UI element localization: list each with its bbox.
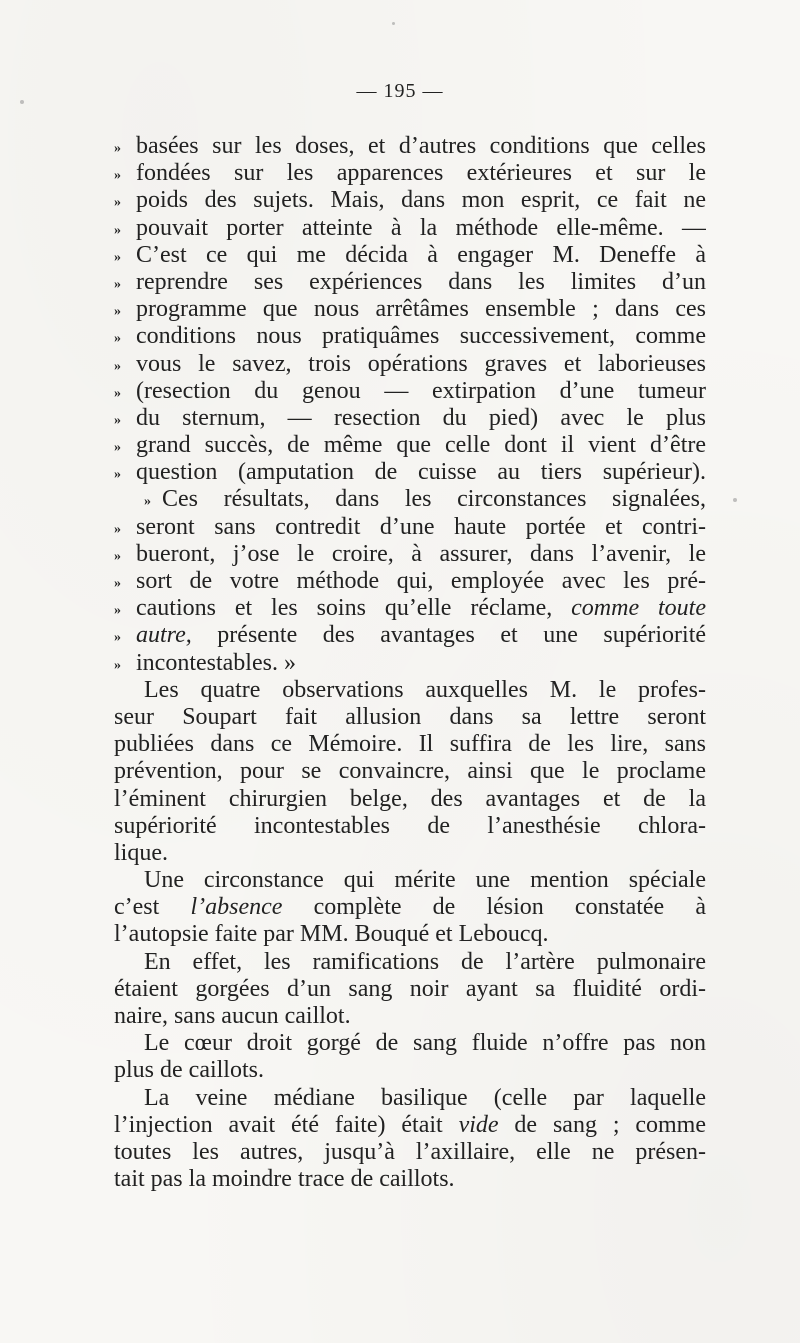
text-line — [114, 187, 706, 214]
quote-mark: » — [114, 249, 121, 265]
text-line — [114, 650, 706, 677]
line-text: cautions et les soins qu’elle réclame, comme toute — [136, 595, 706, 622]
quote-mark: » — [114, 576, 121, 591]
text-line — [114, 351, 706, 378]
quote-mark: » — [114, 331, 121, 347]
italic-text: vide — [458, 1111, 499, 1138]
line-text: Une circonstance qui mérite une mention spéciale — [144, 867, 706, 894]
line-text: Le cœur droit gorgé de sang fluide n’offre pas non — [144, 1030, 706, 1057]
text-line — [114, 840, 706, 867]
quote-mark: » — [114, 467, 121, 483]
text-line — [114, 894, 706, 921]
text-line — [114, 405, 706, 432]
text-line — [114, 1139, 706, 1166]
text-line — [114, 1057, 706, 1084]
line-text: tait pas la moindre trace de caillots. — [114, 1166, 455, 1193]
quote-mark: » — [114, 412, 121, 428]
line-text: reprendre ses expériences dans les limites d’un — [136, 268, 706, 295]
text-line — [114, 486, 706, 513]
line-text: autre, présente des avantages et une supériorité — [136, 622, 706, 649]
quote-mark: » — [114, 222, 121, 238]
text-line — [114, 133, 706, 160]
line-text: l’injection avait été faite) était vide de sang ; comme — [114, 1111, 706, 1138]
text-line — [114, 704, 706, 731]
line-text: incontestables. » — [136, 649, 296, 676]
italic-text: l’absence — [190, 894, 283, 921]
quote-mark: » — [114, 521, 121, 537]
line-text: En effet, les ramifications de l’artère pulmonaire — [144, 948, 706, 975]
line-text: poids des sujets. Mais, dans mon esprit, ce fait ne — [136, 187, 706, 214]
text-line — [114, 677, 706, 704]
quote-mark: » — [114, 603, 121, 619]
text-line — [114, 731, 706, 758]
line-text: c’est l’absence complète de lésion constatée à — [114, 894, 706, 921]
line-text: pouvait porter atteinte à la méthode elle-même. — — [136, 214, 706, 241]
text-line — [114, 867, 706, 894]
line-text: vous le savez, trois opérations graves et laborieuses — [136, 350, 706, 377]
line-text: prévention, pour se convaincre, ainsi que le proclame — [114, 758, 706, 785]
quote-mark: » — [114, 276, 121, 292]
text-line — [114, 323, 706, 350]
text-line — [114, 160, 706, 187]
line-text: étaient gorgées d’un sang noir ayant sa fluidité ordi- — [114, 975, 706, 1002]
line-text: La veine médiane basilique (celle par laquelle — [144, 1084, 706, 1111]
italic-text: comme toute — [571, 595, 706, 622]
quote-mark: » — [114, 195, 121, 211]
text-line — [114, 976, 706, 1003]
text-line — [114, 568, 706, 595]
print-speck — [733, 498, 737, 502]
line-text: C’est ce qui me décida à engager M. Deneffe à — [136, 241, 706, 268]
line-text: Ces résultats, dans les circonstances signalées, — [162, 486, 706, 513]
quote-mark: » — [114, 385, 121, 401]
line-text: fondées sur les apparences extérieures et sur le — [136, 160, 706, 187]
quote-mark: » — [114, 657, 121, 673]
line-text: (resection du genou — extirpation d’une tumeur — [136, 377, 706, 404]
line-text: grand succès, de même que celle dont il vient d’être — [136, 432, 706, 459]
text-line — [114, 1003, 706, 1030]
print-speck — [20, 100, 24, 104]
text-line — [114, 1166, 706, 1193]
line-text: sort de votre méthode qui, employée avec les pré- — [136, 568, 706, 594]
text-line — [114, 296, 706, 323]
text-line — [114, 622, 706, 649]
text-line — [114, 786, 706, 813]
text-line — [114, 1030, 706, 1057]
line-text: seront sans contredit d’une haute portée et contri- — [136, 513, 706, 540]
text-line — [114, 1085, 706, 1112]
text-line — [114, 242, 706, 269]
line-text: seur Soupart fait allusion dans sa lettre seront — [114, 703, 706, 730]
line-text: bueront, j’ose le croire, à assurer, dans l’avenir, le — [136, 540, 706, 567]
line-text: basées sur les doses, et d’autres conditions que celles — [136, 133, 706, 159]
line-text: toutes les autres, jusqu’à l’axillaire, elle ne présen- — [114, 1138, 706, 1165]
line-text: programme que nous arrêtâmes ensemble ; dans ces — [136, 296, 706, 323]
text-line — [114, 1112, 706, 1139]
line-text: du sternum, — resection du pied) avec le plus — [136, 404, 706, 431]
quote-mark: » — [114, 168, 121, 184]
line-text: plus de caillots. — [114, 1057, 264, 1084]
text-line — [114, 459, 706, 486]
body-text — [114, 133, 706, 1193]
quote-mark: » — [144, 494, 151, 510]
line-text: l’autopsie faite par MM. Bouqué et Leboucq. — [114, 921, 549, 948]
quote-mark: » — [114, 358, 121, 374]
line-text: supériorité incontestables de l’anesthésie chlora- — [114, 812, 706, 839]
line-text: l’éminent chirurgien belge, des avantages et de la — [114, 785, 706, 812]
italic-text: autre, — [136, 622, 192, 649]
line-text: conditions nous pratiquâmes successivement, comme — [136, 323, 706, 350]
quote-mark: » — [114, 440, 121, 456]
text-line — [114, 758, 706, 785]
text-line — [114, 432, 706, 459]
print-speck — [392, 22, 395, 25]
quote-mark: » — [114, 548, 121, 564]
text-line — [114, 921, 706, 948]
text-line — [114, 541, 706, 568]
quote-mark: » — [114, 141, 121, 156]
quote-mark: » — [114, 630, 121, 646]
text-line — [114, 949, 706, 976]
text-line — [114, 813, 706, 840]
text-line — [114, 514, 706, 541]
page-number: — 195 — — [356, 80, 444, 102]
line-text: question (amputation de cuisse au tiers supérieur). — [136, 459, 706, 486]
text-line — [114, 378, 706, 405]
line-text: lique. — [114, 839, 168, 866]
line-text: Les quatre observations auxquelles M. le profes- — [144, 676, 706, 703]
text-line — [114, 595, 706, 622]
text-line — [114, 269, 706, 296]
quote-mark: » — [114, 304, 121, 320]
text-line — [114, 215, 706, 242]
line-text: publiées dans ce Mémoire. Il suffira de les lire, sans — [114, 731, 706, 758]
line-text: naire, sans aucun caillot. — [114, 1003, 351, 1029]
